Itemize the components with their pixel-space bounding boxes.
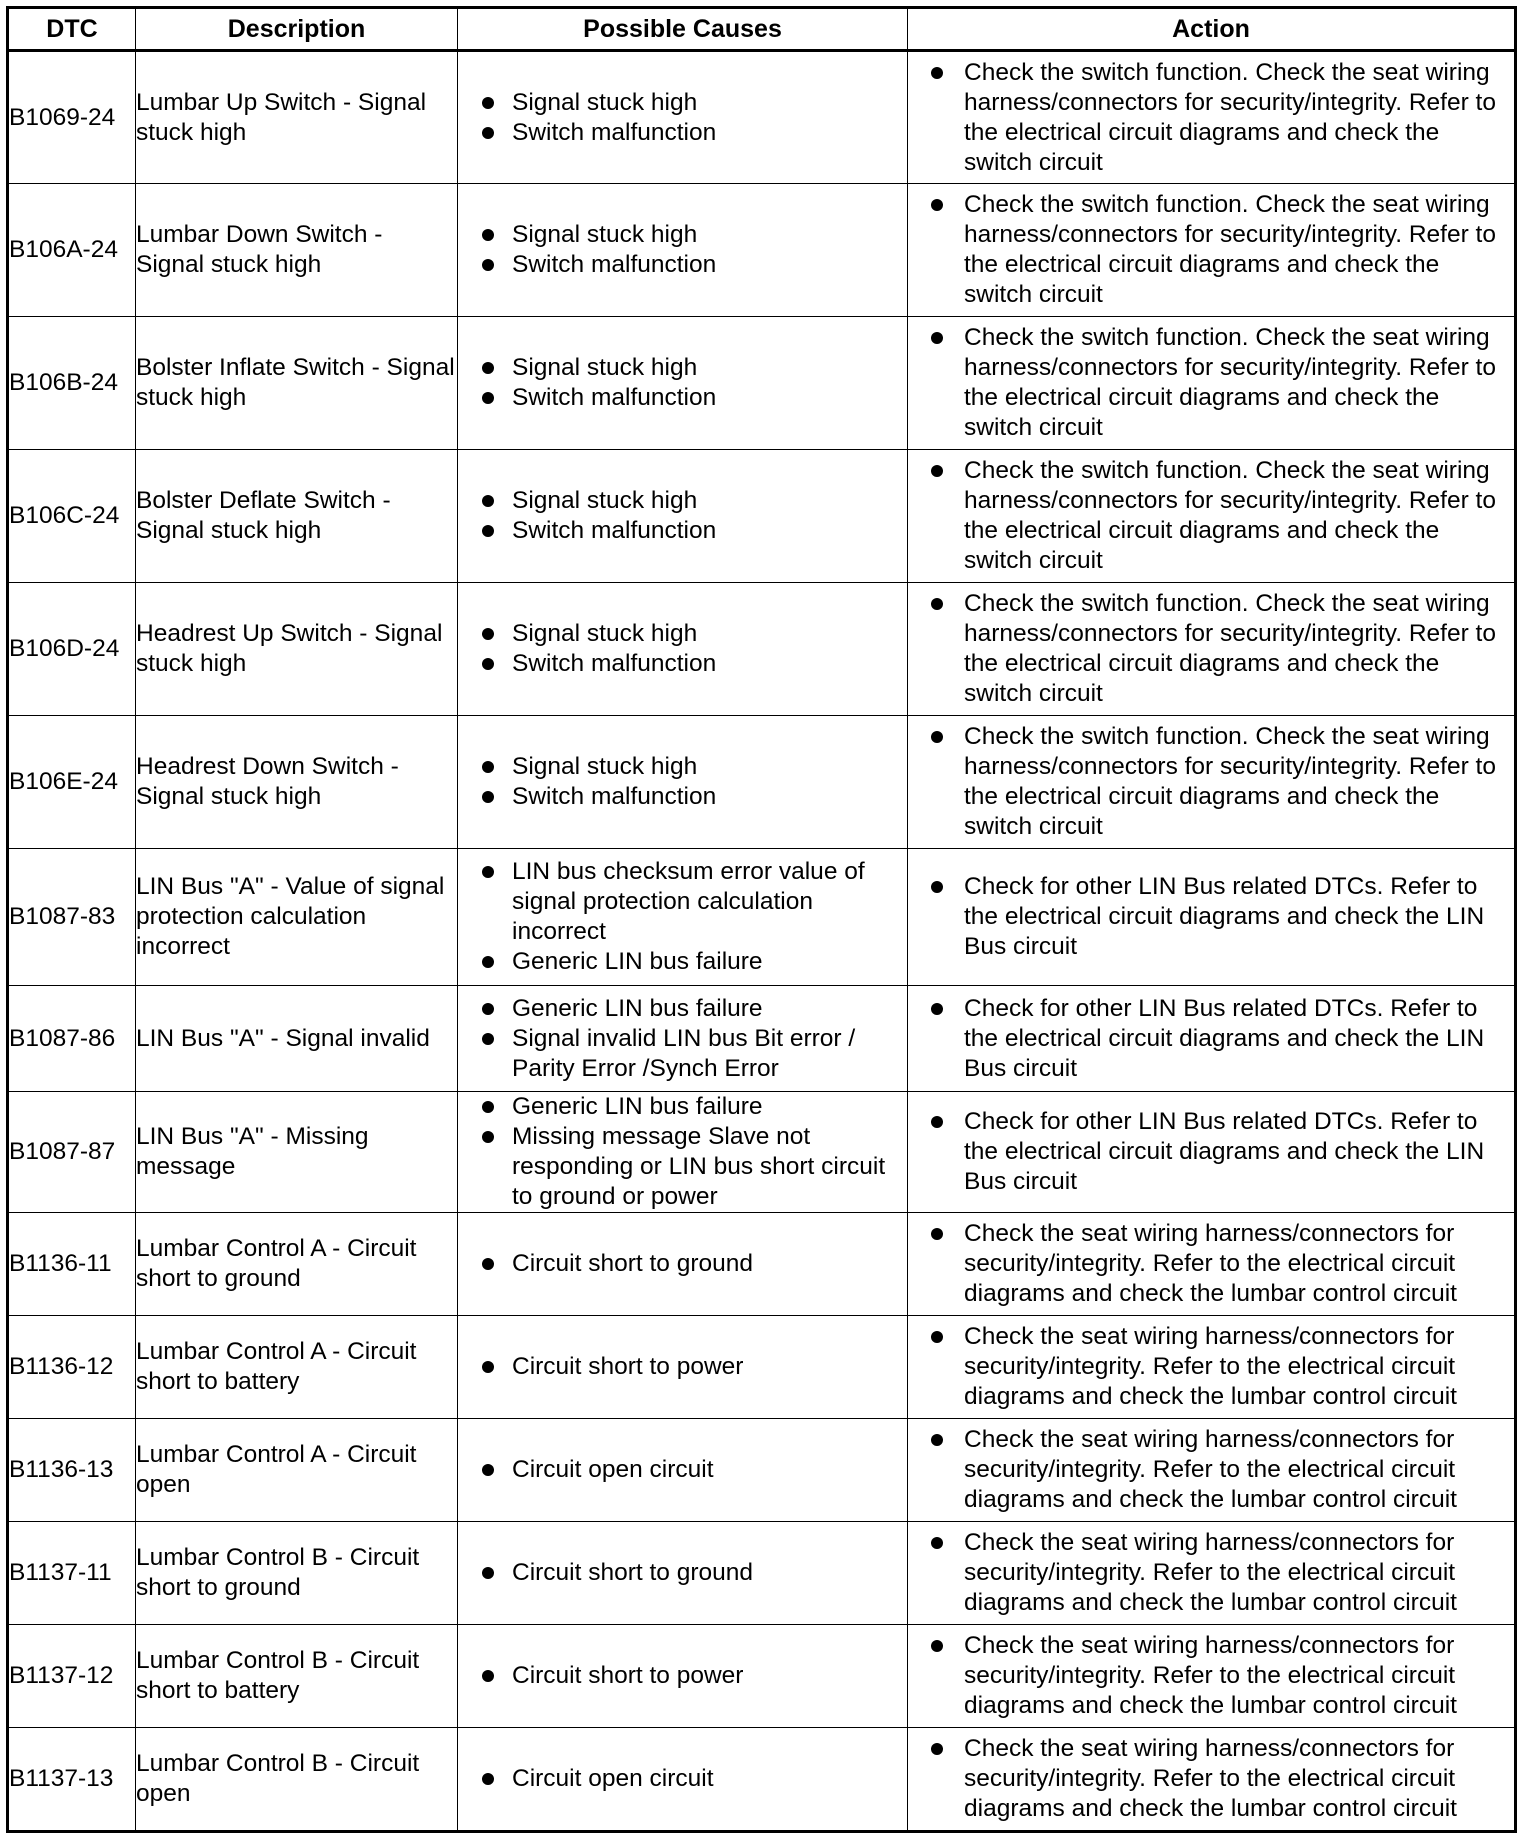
action-list [908,1734,1514,1824]
action-cell [908,1092,1516,1213]
causes-list [458,1249,907,1279]
causes-list [458,994,907,1084]
action-item: Check the seat wiring harness/connectors for security/integrity. Refer to the electrical circuit diagrams and check the lumbar control circuit [908,1631,1514,1721]
table-row [8,1522,1516,1625]
action-item: Check the seat wiring harness/connectors for security/integrity. Refer to the electrical circuit diagrams and check the lumbar control circuit [908,1528,1514,1618]
table-row [8,583,1516,716]
causes-list [458,353,907,413]
dtc-code-cell: B1136-12 [8,1316,136,1419]
description-cell: Bolster Inflate Switch - Signal stuck high [136,317,458,450]
cause-item: Switch malfunction [458,250,907,280]
action-item: Check the seat wiring harness/connectors for security/integrity. Refer to the electrical circuit diagrams and check the lumbar control circuit [908,1425,1514,1515]
table-row [8,986,1516,1092]
table-row [8,1092,1516,1213]
action-cell [908,583,1516,716]
causes-list [458,1764,907,1794]
action-list [908,872,1514,962]
cause-item: Signal stuck high [458,752,907,782]
possible-causes-cell [458,1419,908,1522]
cause-item: Signal stuck high [458,220,907,250]
action-item: Check the seat wiring harness/connectors for security/integrity. Refer to the electrical circuit diagrams and check the lumbar control circuit [908,1322,1514,1412]
cause-item: Switch malfunction [458,782,907,812]
action-list [908,1322,1514,1412]
cause-item: Circuit short to power [458,1661,907,1691]
action-item: Check the switch function. Check the seat wiring harness/connectors for security/integrity. Refer to the electrical circuit diagrams and check the switch circuit [908,456,1514,576]
description-cell: LIN Bus "A" - Signal invalid [136,986,458,1092]
dtc-code-cell: B1137-13 [8,1728,136,1832]
table-row [8,716,1516,849]
description-cell: Lumbar Control B - Circuit short to battery [136,1625,458,1728]
action-cell [908,1522,1516,1625]
action-item: Check the switch function. Check the seat wiring harness/connectors for security/integrity. Refer to the electrical circuit diagrams and check the switch circuit [908,58,1514,178]
action-list [908,58,1514,178]
cause-item: Generic LIN bus failure [458,1092,907,1122]
causes-list [458,1455,907,1485]
possible-causes-cell [458,1625,908,1728]
cause-item: Circuit short to ground [458,1558,907,1588]
action-cell [908,986,1516,1092]
dtc-code-cell: B1136-11 [8,1213,136,1316]
causes-list [458,1092,907,1212]
cause-item: Signal stuck high [458,486,907,516]
dtc-table [6,6,1517,1833]
table-row [8,51,1516,184]
dtc-code-cell: B106B-24 [8,317,136,450]
cause-item: Switch malfunction [458,118,907,148]
action-item: Check the switch function. Check the seat wiring harness/connectors for security/integrity. Refer to the electrical circuit diagrams and check the switch circuit [908,722,1514,842]
action-item: Check for other LIN Bus related DTCs. Refer to the electrical circuit diagrams and check the LIN Bus circuit [908,1107,1514,1197]
header-action: Action [908,8,1516,51]
table-row [8,317,1516,450]
causes-list [458,1661,907,1691]
causes-list [458,220,907,280]
action-item: Check the seat wiring harness/connectors for security/integrity. Refer to the electrical circuit diagrams and check the lumbar control circuit [908,1219,1514,1309]
action-list [908,323,1514,443]
dtc-code-cell: B1087-87 [8,1092,136,1213]
possible-causes-cell [458,1092,908,1213]
causes-list [458,1352,907,1382]
dtc-code-cell: B106E-24 [8,716,136,849]
action-cell [908,317,1516,450]
table-header-row [8,8,1516,51]
action-list [908,1425,1514,1515]
causes-list [458,1558,907,1588]
dtc-code-cell: B1087-86 [8,986,136,1092]
causes-list [458,88,907,148]
table-row [8,1213,1516,1316]
cause-item: Switch malfunction [458,383,907,413]
action-cell [908,1316,1516,1419]
header-dtc: DTC [8,8,136,51]
possible-causes-cell [458,849,908,986]
causes-list [458,619,907,679]
possible-causes-cell [458,317,908,450]
action-item: Check for other LIN Bus related DTCs. Refer to the electrical circuit diagrams and check the LIN Bus circuit [908,872,1514,962]
description-cell: Headrest Up Switch - Signal stuck high [136,583,458,716]
description-cell: Lumbar Up Switch - Signal stuck high [136,51,458,184]
description-cell: LIN Bus "A" - Missing message [136,1092,458,1213]
action-cell [908,1213,1516,1316]
action-cell [908,450,1516,583]
causes-list [458,752,907,812]
action-list [908,1631,1514,1721]
action-cell [908,1419,1516,1522]
action-list [908,190,1514,310]
table-row [8,849,1516,986]
header-possible-causes: Possible Causes [458,8,908,51]
description-cell: Lumbar Control B - Circuit short to ground [136,1522,458,1625]
description-cell: Lumbar Down Switch - Signal stuck high [136,184,458,317]
table-row [8,1625,1516,1728]
action-item: Check the seat wiring harness/connectors for security/integrity. Refer to the electrical circuit diagrams and check the lumbar control circuit [908,1734,1514,1824]
action-cell [908,184,1516,317]
causes-list [458,486,907,546]
dtc-code-cell: B1136-13 [8,1419,136,1522]
possible-causes-cell [458,1213,908,1316]
action-list [908,1528,1514,1618]
possible-causes-cell [458,986,908,1092]
action-list [908,1219,1514,1309]
cause-item: Circuit short to power [458,1352,907,1382]
dtc-code-cell: B106D-24 [8,583,136,716]
action-cell [908,1728,1516,1832]
description-cell: Headrest Down Switch - Signal stuck high [136,716,458,849]
action-cell [908,716,1516,849]
table-row [8,450,1516,583]
action-list [908,994,1514,1084]
possible-causes-cell [458,1316,908,1419]
dtc-code-cell: B1137-11 [8,1522,136,1625]
action-list [908,722,1514,842]
possible-causes-cell [458,51,908,184]
cause-item: Circuit open circuit [458,1455,907,1485]
cause-item: Generic LIN bus failure [458,947,907,977]
action-item: Check the switch function. Check the seat wiring harness/connectors for security/integrity. Refer to the electrical circuit diagrams and check the switch circuit [908,190,1514,310]
cause-item: Signal stuck high [458,88,907,118]
action-list [908,589,1514,709]
table-body [8,51,1516,1832]
table-row [8,184,1516,317]
description-cell: Bolster Deflate Switch - Signal stuck high [136,450,458,583]
description-cell: Lumbar Control A - Circuit short to battery [136,1316,458,1419]
action-cell [908,1625,1516,1728]
dtc-code-cell: B1137-12 [8,1625,136,1728]
possible-causes-cell [458,583,908,716]
possible-causes-cell [458,716,908,849]
action-item: Check the switch function. Check the seat wiring harness/connectors for security/integrity. Refer to the electrical circuit diagrams and check the switch circuit [908,589,1514,709]
description-cell: Lumbar Control B - Circuit open [136,1728,458,1832]
action-list [908,456,1514,576]
cause-item: Switch malfunction [458,516,907,546]
cause-item: Circuit open circuit [458,1764,907,1794]
table-row [8,1316,1516,1419]
action-cell [908,849,1516,986]
cause-item: Signal stuck high [458,353,907,383]
causes-list [458,857,907,977]
dtc-code-cell: B1069-24 [8,51,136,184]
header-description: Description [136,8,458,51]
cause-item: Generic LIN bus failure [458,994,907,1024]
possible-causes-cell [458,184,908,317]
cause-item: Circuit short to ground [458,1249,907,1279]
dtc-code-cell: B1087-83 [8,849,136,986]
cause-item: Signal stuck high [458,619,907,649]
dtc-code-cell: B106C-24 [8,450,136,583]
cause-item: Signal invalid LIN bus Bit error / Parity Error /Synch Error [458,1024,907,1084]
action-item: Check the switch function. Check the seat wiring harness/connectors for security/integrity. Refer to the electrical circuit diagrams and check the switch circuit [908,323,1514,443]
possible-causes-cell [458,1522,908,1625]
possible-causes-cell [458,1728,908,1832]
description-cell: Lumbar Control A - Circuit open [136,1419,458,1522]
cause-item: Missing message Slave not responding or LIN bus short circuit to ground or power [458,1122,907,1212]
action-list [908,1107,1514,1197]
cause-item: LIN bus checksum error value of signal protection calculation incorrect [458,857,907,947]
table-row [8,1419,1516,1522]
description-cell: Lumbar Control A - Circuit short to ground [136,1213,458,1316]
table-row [8,1728,1516,1832]
action-cell [908,51,1516,184]
possible-causes-cell [458,450,908,583]
description-cell: LIN Bus "A" - Value of signal protection calculation incorrect [136,849,458,986]
dtc-code-cell: B106A-24 [8,184,136,317]
action-item: Check for other LIN Bus related DTCs. Refer to the electrical circuit diagrams and check the LIN Bus circuit [908,994,1514,1084]
cause-item: Switch malfunction [458,649,907,679]
